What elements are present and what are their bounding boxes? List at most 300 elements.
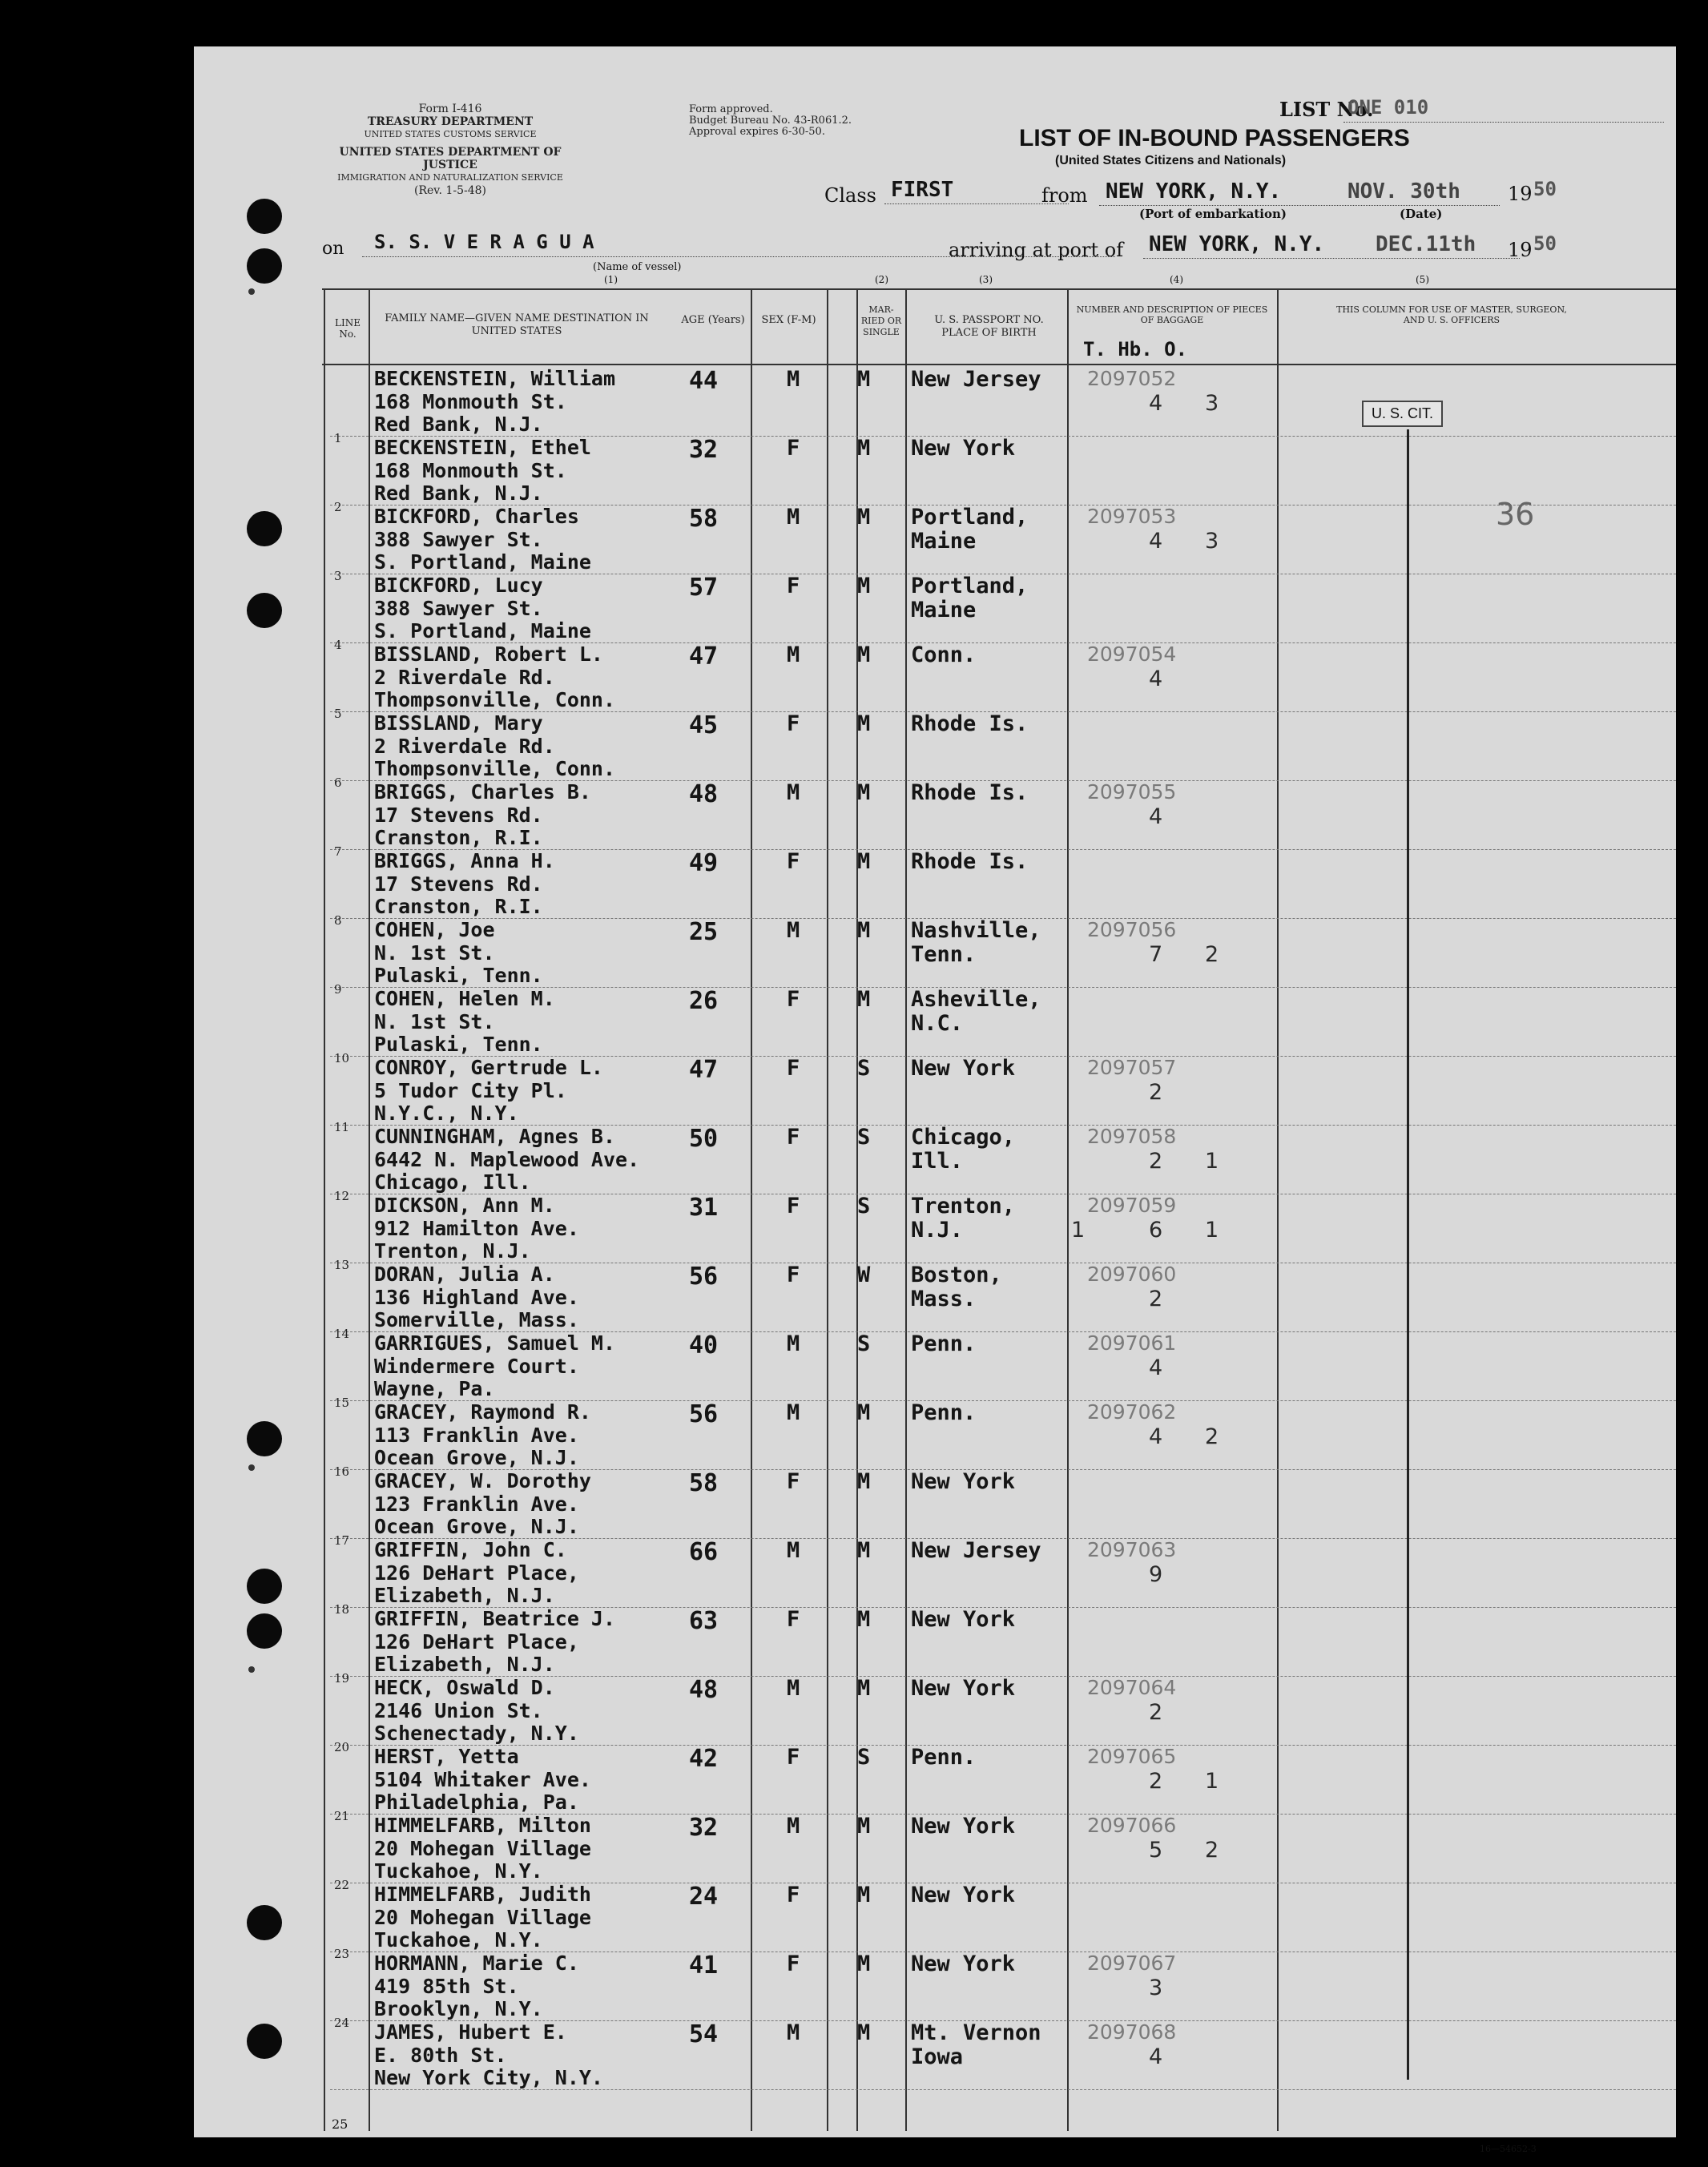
- arriving-label: arriving at port of: [949, 239, 1124, 261]
- baggage-ticket-number: 2097064: [1087, 1676, 1177, 1699]
- address-street: 136 Highland Ave.: [374, 1286, 579, 1309]
- marital-status: M: [857, 1883, 871, 1907]
- passenger-name: HORMANN, Marie C.: [374, 1952, 579, 1975]
- sex-value: F: [787, 849, 800, 874]
- marital-status: S: [857, 1745, 871, 1770]
- address-street: 123 Franklin Ave.: [374, 1492, 579, 1516]
- address-city: Elizabeth, N.J.: [374, 1653, 555, 1676]
- address-city: Ocean Grove, N.J.: [374, 1515, 579, 1538]
- passenger-name: HIMMELFARB, Milton: [374, 1814, 591, 1837]
- birthplace: Trenton,: [911, 1194, 1016, 1218]
- birthplace-line-2: N.J.: [911, 1218, 964, 1243]
- line-number: 22: [334, 1878, 350, 1892]
- baggage-handbags: 2: [1149, 1769, 1163, 1794]
- year-prefix: 19: [1508, 183, 1533, 205]
- line-number: 1: [334, 431, 342, 445]
- table-row: [194, 1263, 1676, 1341]
- arrival-port: NEW YORK, N.Y.: [1149, 232, 1325, 256]
- baggage-handbags: 4: [1149, 529, 1163, 554]
- marital-status: M: [857, 2020, 871, 2045]
- address-city: N.Y.C., N.Y.: [374, 1102, 519, 1125]
- baggage-handbags: 4: [1149, 2044, 1163, 2069]
- baggage-ticket-number: 2097059: [1087, 1194, 1177, 1217]
- table-row: [194, 1952, 1676, 2030]
- baggage-ticket-number: 2097062: [1087, 1400, 1177, 1424]
- marital-status: S: [857, 1331, 871, 1356]
- baggage-ticket-number: 2097066: [1087, 1814, 1177, 1837]
- address-street: 419 85th St.: [374, 1975, 519, 1998]
- age-value: 56: [689, 1400, 719, 1428]
- table-row: [194, 1125, 1676, 1203]
- baggage-other: 2: [1205, 942, 1219, 967]
- from-port: NEW YORK, N.Y.: [1106, 179, 1282, 203]
- age-value: 47: [689, 642, 719, 671]
- marital-status: M: [857, 1676, 871, 1701]
- line-number: 13: [334, 1258, 350, 1272]
- sex-value: M: [787, 505, 800, 530]
- baggage-ticket-number: 2097054: [1087, 642, 1177, 666]
- address-city: Somerville, Mass.: [374, 1308, 579, 1331]
- year-suffix: 50: [1533, 178, 1557, 200]
- address-city: New York City, N.Y.: [374, 2066, 603, 2089]
- address-street: 2 Riverdale Rd.: [374, 666, 555, 689]
- age-value: 45: [689, 711, 719, 739]
- passenger-name: GRACEY, Raymond R.: [374, 1400, 591, 1424]
- form-agency-block: [346, 103, 554, 141]
- address-street: 17 Stevens Rd.: [374, 872, 543, 896]
- baggage-ticket-number: 2097058: [1087, 1125, 1177, 1148]
- baggage-ticket-number: 2097060: [1087, 1263, 1177, 1286]
- ins-label: IMMIGRATION AND NATURALIZATION SERVICE: [337, 172, 563, 183]
- approval-line: Approval expires 6-30-50.: [689, 126, 825, 138]
- birthplace: Rhode Is.: [911, 711, 1029, 736]
- table-row: [194, 436, 1676, 514]
- age-value: 48: [689, 1676, 719, 1704]
- address-city: Ocean Grove, N.J.: [374, 1446, 579, 1469]
- passenger-name: HIMMELFARB, Judith: [374, 1883, 591, 1906]
- sex-value: M: [787, 642, 800, 667]
- age-value: 32: [689, 1814, 719, 1842]
- customs-label: UNITED STATES CUSTOMS SERVICE: [364, 129, 537, 139]
- line-number: 11: [334, 1120, 350, 1134]
- colnum: (1): [604, 274, 618, 285]
- marital-status: M: [857, 367, 871, 392]
- address-street: 113 Franklin Ave.: [374, 1424, 579, 1447]
- table-row: [194, 1607, 1676, 1686]
- sex-value: F: [787, 1469, 800, 1494]
- header-age: AGE (Years): [681, 314, 745, 326]
- baggage-other: 1: [1205, 1149, 1219, 1174]
- address-street: 388 Sawyer St.: [374, 597, 543, 620]
- doj-block: [314, 146, 586, 197]
- from-label: from: [1041, 184, 1088, 207]
- birthplace: New York: [911, 1469, 1016, 1494]
- class-value: FIRST: [891, 178, 954, 202]
- sex-value: F: [787, 574, 800, 598]
- sex-value: M: [787, 1538, 800, 1563]
- baggage-other: 1: [1205, 1218, 1219, 1243]
- age-value: 47: [689, 1056, 719, 1084]
- address-street: 2146 Union St.: [374, 1699, 543, 1722]
- age-value: 24: [689, 1883, 719, 1911]
- passenger-name: DORAN, Julia A.: [374, 1263, 555, 1286]
- age-value: 25: [689, 918, 719, 946]
- sex-value: M: [787, 780, 800, 805]
- age-value: 40: [689, 1331, 719, 1359]
- line-number: 9: [334, 982, 342, 997]
- age-value: 49: [689, 849, 719, 877]
- header-married: MAR-RIED OR SINGLE: [860, 304, 902, 337]
- year-suffix: 50: [1533, 232, 1557, 255]
- arrival-line: [1143, 258, 1520, 259]
- passenger-name: BISSLAND, Mary: [374, 711, 543, 735]
- table-row: [194, 711, 1676, 790]
- baggage-handbags: 4: [1149, 391, 1163, 416]
- from-date: NOV. 30th: [1347, 179, 1460, 203]
- list-no-value: ONE 010: [1347, 96, 1429, 119]
- birthplace: Boston,: [911, 1263, 1002, 1287]
- age-value: 44: [689, 367, 719, 395]
- line-number: 5: [334, 707, 342, 721]
- baggage-ticket-number: 2097063: [1087, 1538, 1177, 1561]
- age-value: 48: [689, 780, 719, 808]
- birthplace: Penn.: [911, 1331, 977, 1356]
- colnum: (5): [1416, 274, 1429, 285]
- header-line-no: LINE No.: [335, 317, 361, 340]
- binder-hole: [247, 199, 282, 234]
- colnum: (2): [875, 274, 888, 285]
- baggage-handbags: 2: [1149, 1080, 1163, 1105]
- baggage-ticket-number: 2097056: [1087, 918, 1177, 941]
- passenger-name: BICKFORD, Lucy: [374, 574, 543, 597]
- address-city: Tuckahoe, N.Y.: [374, 1859, 543, 1883]
- birthplace: Rhode Is.: [911, 849, 1029, 874]
- baggage-handbags: 4: [1149, 1424, 1163, 1449]
- age-value: 26: [689, 987, 719, 1015]
- address-city: Red Bank, N.J.: [374, 413, 543, 436]
- line-number: 7: [334, 844, 342, 859]
- birthplace: Asheville,: [911, 987, 1041, 1012]
- baggage-handbags: 6: [1149, 1218, 1163, 1243]
- sex-value: F: [787, 1607, 800, 1632]
- age-value: 58: [689, 505, 719, 533]
- baggage-trunks: 1: [1071, 1218, 1086, 1243]
- line-number: 4: [334, 638, 342, 652]
- table-row: [194, 1883, 1676, 1961]
- sex-value: F: [787, 987, 800, 1012]
- sex-value: F: [787, 1952, 800, 1976]
- table-row: [194, 367, 1676, 445]
- marital-status: M: [857, 505, 871, 530]
- birthplace: Mt. Vernon: [911, 2020, 1041, 2045]
- marital-status: M: [857, 1400, 871, 1425]
- marital-status: M: [857, 780, 871, 805]
- birthplace: New York: [911, 1952, 1016, 1976]
- baggage-ticket-number: 2097061: [1087, 1331, 1177, 1355]
- year-prefix: 19: [1508, 239, 1533, 261]
- age-value: 32: [689, 436, 719, 464]
- page-subtitle: (United States Citizens and Nationals): [1055, 154, 1287, 167]
- birthplace: Conn.: [911, 642, 977, 667]
- on-label: on: [322, 239, 344, 259]
- page-title: LIST OF IN-BOUND PASSENGERS: [1019, 125, 1410, 151]
- table-row: [194, 574, 1676, 652]
- line-number: 18: [334, 1602, 350, 1617]
- marital-status: M: [857, 849, 871, 874]
- address-street: 2 Riverdale Rd.: [374, 735, 555, 758]
- punch-mark: [248, 288, 255, 295]
- table-row: [194, 1400, 1676, 1479]
- birthplace: New York: [911, 436, 1016, 461]
- address-street: 6442 N. Maplewood Ave.: [374, 1148, 640, 1171]
- manifest-sheet: [194, 46, 1676, 2154]
- header-baggage-sub: T. Hb. O.: [1083, 338, 1188, 360]
- birthplace: New York: [911, 1607, 1016, 1632]
- address-city: Pulaski, Tenn.: [374, 1033, 543, 1056]
- address-city: Cranston, R.I.: [374, 895, 543, 918]
- sex-value: M: [787, 1400, 800, 1425]
- line-number: 17: [334, 1533, 350, 1548]
- birthplace: Nashville,: [911, 918, 1041, 943]
- list-no-label: LIST No.: [1279, 98, 1374, 121]
- marital-status: M: [857, 987, 871, 1012]
- sex-value: M: [787, 1814, 800, 1839]
- address-city: Tuckahoe, N.Y.: [374, 1928, 543, 1952]
- marital-status: W: [857, 1263, 871, 1287]
- baggage-handbags: 9: [1149, 1562, 1163, 1587]
- birthplace-line-2: Maine: [911, 529, 977, 554]
- us-cit-stamp: U. S. CIT.: [1362, 401, 1443, 427]
- citizen-bracket-line: [1407, 429, 1409, 2080]
- baggage-other: 1: [1205, 1769, 1219, 1794]
- table-row: [194, 918, 1676, 997]
- binder-hole: [247, 248, 282, 284]
- age-value: 50: [689, 1125, 719, 1153]
- header-sex: SEX (F-M): [761, 314, 816, 326]
- colnum: (3): [979, 274, 993, 285]
- passenger-name: CONROY, Gertrude L.: [374, 1056, 603, 1079]
- table-row: [194, 780, 1676, 859]
- baggage-other: 3: [1205, 391, 1219, 416]
- baggage-other: 2: [1205, 1424, 1219, 1449]
- row-separator: [330, 2089, 1676, 2090]
- passenger-name: JAMES, Hubert E.: [374, 2020, 567, 2044]
- table-row: [194, 987, 1676, 1065]
- baggage-ticket-number: 2097057: [1087, 1056, 1177, 1079]
- birthplace: New York: [911, 1676, 1016, 1701]
- age-value: 41: [689, 1952, 719, 1980]
- address-city: Schenectady, N.Y.: [374, 1722, 579, 1745]
- approval-block: [689, 104, 897, 138]
- line-number: 8: [334, 913, 342, 928]
- marital-status: M: [857, 1952, 871, 1976]
- address-street: 126 DeHart Place,: [374, 1630, 579, 1653]
- passenger-name: CUNNINGHAM, Agnes B.: [374, 1125, 616, 1148]
- address-street: 388 Sawyer St.: [374, 528, 543, 551]
- sex-value: F: [787, 711, 800, 736]
- line-number: 12: [334, 1189, 350, 1203]
- address-street: E. 80th St.: [374, 2044, 507, 2067]
- age-value: 31: [689, 1194, 719, 1222]
- table-row: [194, 1331, 1676, 1410]
- birthplace: New Jersey: [911, 1538, 1041, 1563]
- vessel-name: S. S. V E R A G U A: [374, 231, 594, 253]
- marital-status: M: [857, 1469, 871, 1494]
- address-street: 168 Monmouth St.: [374, 459, 567, 482]
- baggage-ticket-number: 2097055: [1087, 780, 1177, 804]
- passenger-name: BISSLAND, Robert L.: [374, 642, 603, 666]
- line-number: 23: [334, 1947, 350, 1961]
- sex-value: F: [787, 1194, 800, 1218]
- form-number: Form I-416: [418, 103, 482, 115]
- line-number: 14: [334, 1327, 350, 1341]
- age-value: 56: [689, 1263, 719, 1291]
- passenger-name: BRIGGS, Charles B.: [374, 780, 591, 804]
- birthplace: New Jersey: [911, 367, 1041, 392]
- address-city: Wayne, Pa.: [374, 1377, 495, 1400]
- birthplace: Penn.: [911, 1745, 977, 1770]
- passenger-name: GRIFFIN, Beatrice J.: [374, 1607, 616, 1630]
- from-line: [1099, 205, 1500, 206]
- sex-value: F: [787, 1263, 800, 1287]
- marital-status: M: [857, 1538, 871, 1563]
- birthplace-line-2: Ill.: [911, 1149, 964, 1174]
- baggage-ticket-number: 2097065: [1087, 1745, 1177, 1768]
- marital-status: S: [857, 1194, 871, 1218]
- passenger-name: BECKENSTEIN, William: [374, 367, 616, 390]
- approval-line: Form approved.: [689, 103, 773, 115]
- passenger-name: GRIFFIN, John C.: [374, 1538, 567, 1561]
- sex-value: M: [787, 1676, 800, 1701]
- birthplace-line-2: N.C.: [911, 1011, 964, 1036]
- birthplace: New York: [911, 1883, 1016, 1907]
- passenger-name: BECKENSTEIN, Ethel: [374, 436, 591, 459]
- passenger-name: GRACEY, W. Dorothy: [374, 1469, 591, 1492]
- header-officer: THIS COLUMN FOR USE OF MASTER, SURGEON, AND U. S. OFFICERS: [1336, 304, 1567, 325]
- line-number: 19: [334, 1671, 350, 1686]
- birthplace-line-2: Maine: [911, 598, 977, 622]
- birthplace: New York: [911, 1814, 1016, 1839]
- table-row: [194, 1194, 1676, 1272]
- baggage-handbags: 4: [1149, 1355, 1163, 1380]
- header-name: FAMILY NAME—GIVEN NAME DESTINATION IN UNITED STATES: [385, 312, 649, 337]
- approval-line: Budget Bureau No. 43-R061.2.: [689, 115, 852, 127]
- line-number: 16: [334, 1464, 350, 1479]
- address-street: 17 Stevens Rd.: [374, 804, 543, 827]
- age-value: 63: [689, 1607, 719, 1635]
- passenger-name: HECK, Oswald D.: [374, 1676, 555, 1699]
- baggage-handbags: 2: [1149, 1700, 1163, 1725]
- address-street: N. 1st St.: [374, 941, 495, 965]
- sex-value: M: [787, 367, 800, 392]
- marital-status: M: [857, 1607, 871, 1632]
- address-city: Chicago, Ill.: [374, 1170, 531, 1194]
- table-row: [194, 849, 1676, 928]
- date-caption: (Date): [1400, 207, 1443, 221]
- sex-value: M: [787, 2020, 800, 2045]
- address-street: 20 Mohegan Village: [374, 1837, 591, 1860]
- port-caption: (Port of embarkation): [1139, 207, 1287, 221]
- address-city: Cranston, R.I.: [374, 826, 543, 849]
- address-street: 126 DeHart Place,: [374, 1561, 579, 1585]
- birthplace-line-2: Iowa: [911, 2044, 964, 2069]
- address-city: Trenton, N.J.: [374, 1239, 531, 1263]
- baggage-ticket-number: 2097053: [1087, 505, 1177, 528]
- table-top-rule: [322, 288, 1676, 290]
- address-street: 912 Hamilton Ave.: [374, 1217, 579, 1240]
- age-value: 58: [689, 1469, 719, 1497]
- line-number: 10: [334, 1051, 350, 1065]
- line-number: 6: [334, 775, 342, 790]
- baggage-handbags: 7: [1149, 942, 1163, 967]
- sex-value: F: [787, 1745, 800, 1770]
- sex-value: F: [787, 1056, 800, 1081]
- table-row: [194, 1538, 1676, 1617]
- address-street: 5 Tudor City Pl.: [374, 1079, 567, 1102]
- address-street: 20 Mohegan Village: [374, 1906, 591, 1929]
- address-city: S. Portland, Maine: [374, 619, 591, 642]
- baggage-other: 3: [1205, 529, 1219, 554]
- table-row: [194, 1745, 1676, 1823]
- treasury-label: TREASURY DEPARTMENT: [367, 115, 534, 128]
- sex-value: M: [787, 918, 800, 943]
- passenger-name: COHEN, Joe: [374, 918, 495, 941]
- baggage-handbags: 4: [1149, 804, 1163, 829]
- table-header-rule: [322, 364, 1676, 365]
- header-baggage: NUMBER AND DESCRIPTION OF PIECES OF BAGGAGE: [1076, 304, 1268, 325]
- birthplace: New York: [911, 1056, 1016, 1081]
- address-city: Brooklyn, N.Y.: [374, 1997, 543, 2020]
- address-city: Pulaski, Tenn.: [374, 964, 543, 987]
- table-row: [194, 1676, 1676, 1754]
- marital-status: M: [857, 711, 871, 736]
- vessel-caption: (Name of vessel): [593, 261, 682, 273]
- line-number: 3: [334, 569, 342, 583]
- marital-status: M: [857, 574, 871, 598]
- marital-status: S: [857, 1125, 871, 1150]
- footer-code: 16—54652-3: [1480, 2144, 1537, 2154]
- birthplace-line-2: Tenn.: [911, 942, 977, 967]
- baggage-handbags: 2: [1149, 1149, 1163, 1174]
- address-city: Red Bank, N.J.: [374, 481, 543, 505]
- margin-note: 36: [1496, 497, 1535, 532]
- baggage-handbags: 3: [1149, 1976, 1163, 2000]
- address-street: 168 Monmouth St.: [374, 390, 567, 413]
- revision-label: (Rev. 1-5-48): [414, 184, 486, 197]
- sex-value: F: [787, 436, 800, 461]
- address-street: Windermere Court.: [374, 1355, 579, 1378]
- passenger-name: COHEN, Helen M.: [374, 987, 555, 1010]
- class-label: Class: [824, 184, 876, 207]
- table-row: [194, 2020, 1676, 2089]
- baggage-handbags: 4: [1149, 667, 1163, 691]
- doj-label: UNITED STATES DEPARTMENT OF JUSTICE: [339, 146, 562, 171]
- address-street: 5104 Whitaker Ave.: [374, 1768, 591, 1791]
- birthplace: Penn.: [911, 1400, 977, 1425]
- line-number: 21: [334, 1809, 350, 1823]
- line-number: 2: [334, 500, 342, 514]
- birthplace-line-2: Mass.: [911, 1287, 977, 1311]
- line-number: 24: [334, 2016, 350, 2030]
- birthplace: Portland,: [911, 574, 1029, 598]
- table-row: [194, 1814, 1676, 1892]
- address-city: Elizabeth, N.J.: [374, 1584, 555, 1607]
- marital-status: M: [857, 642, 871, 667]
- passenger-name: GARRIGUES, Samuel M.: [374, 1331, 616, 1355]
- age-value: 42: [689, 1745, 719, 1773]
- sex-value: F: [787, 1883, 800, 1907]
- marital-status: M: [857, 918, 871, 943]
